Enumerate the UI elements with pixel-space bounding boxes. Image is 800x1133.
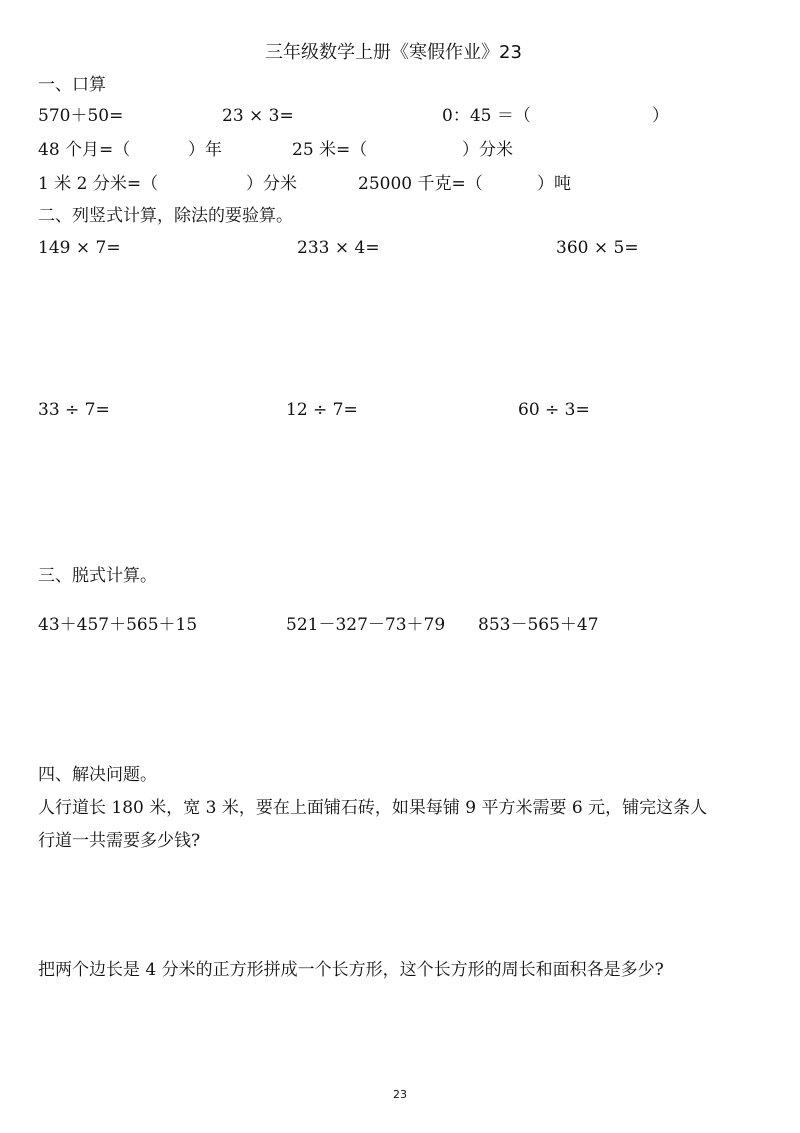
section-4-heading: 四、解决问题。 — [38, 765, 157, 785]
page-number: 23 — [393, 1088, 407, 1101]
stepwise-calc-item: 521－327－73＋79 — [286, 615, 446, 635]
oral-calc-item: 23 × 3= — [222, 106, 294, 126]
oral-calc-item: 0：45 ＝（ — [442, 106, 531, 126]
vertical-calc-item: 12 ÷ 7= — [286, 400, 358, 420]
word-problem-1-line-2: 行道一共需要多少钱? — [38, 831, 201, 851]
vertical-calc-item: 60 ÷ 3= — [518, 400, 590, 420]
answer-blank-close: ） — [652, 106, 669, 126]
stepwise-calc-item: 43＋457＋565＋15 — [38, 615, 198, 635]
page-title: 三年级数学上册《寒假作业》23 — [265, 42, 522, 63]
oral-calc-item: 48 个月=（ — [38, 140, 131, 160]
vertical-calc-item: 149 × 7= — [38, 238, 121, 258]
section-3-heading: 三、脱式计算。 — [38, 566, 157, 586]
word-problem-1-line-1: 人行道长 180 米，宽 3 米，要在上面铺石砖，如果每铺 9 平方米需要 6 元，铺完这条人 — [38, 798, 708, 818]
section-2-heading: 二、列竖式计算，除法的要验算。 — [38, 206, 293, 226]
stepwise-calc-item: 853－565＋47 — [478, 615, 599, 635]
vertical-calc-item: 33 ÷ 7= — [38, 400, 110, 420]
oral-calc-item: 570＋50= — [38, 106, 124, 126]
answer-blank-close: ）分米 — [462, 140, 513, 160]
vertical-calc-item: 360 × 5= — [556, 238, 639, 258]
oral-calc-item: 25 米=（ — [292, 140, 368, 160]
answer-blank-close: ）吨 — [537, 174, 571, 194]
answer-blank-close: ）分米 — [246, 174, 297, 194]
answer-blank-close: ）年 — [188, 140, 222, 160]
oral-calc-item: 1 米 2 分米=（ — [38, 174, 159, 194]
word-problem-2: 把两个边长是 4 分米的正方形拼成一个长方形，这个长方形的周长和面积各是多少? — [38, 960, 664, 980]
section-1-heading: 一、口算 — [38, 75, 106, 95]
oral-calc-item: 25000 千克=（ — [358, 174, 483, 194]
vertical-calc-item: 233 × 4= — [297, 238, 380, 258]
